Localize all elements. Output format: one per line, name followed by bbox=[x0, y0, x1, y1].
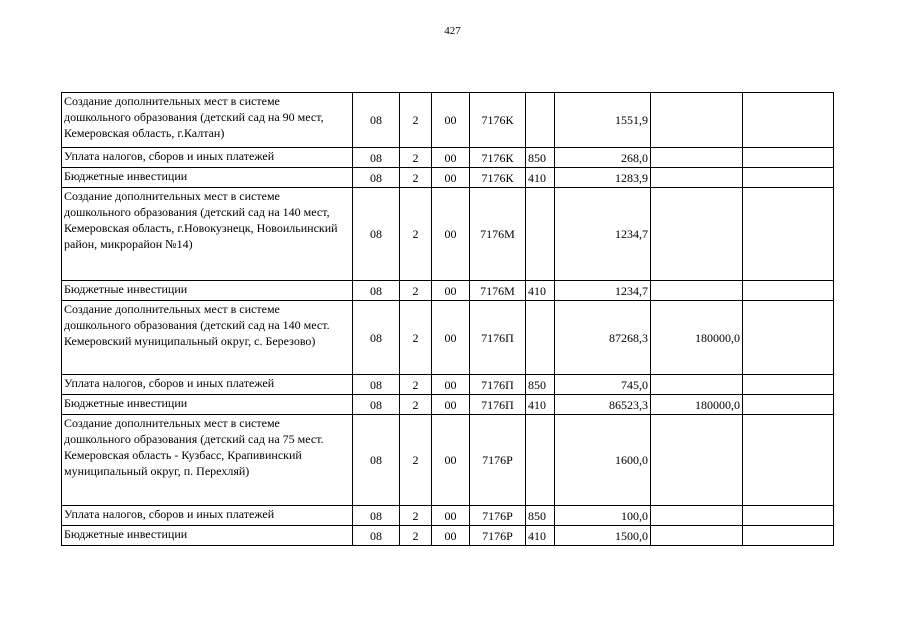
row-name: Уплата налогов, сборов и иных платежей bbox=[62, 506, 353, 526]
row-sum3 bbox=[743, 301, 834, 375]
table-row bbox=[62, 506, 834, 526]
budget-table bbox=[61, 92, 834, 546]
row-sum1: 1600,0 bbox=[555, 415, 651, 506]
row-cs2: 7176Р bbox=[470, 526, 526, 546]
row-sum3 bbox=[743, 375, 834, 395]
row-cs1: 00 bbox=[432, 506, 470, 526]
row-cs1: 00 bbox=[432, 395, 470, 415]
row-name: Бюджетные инвестиции bbox=[62, 168, 353, 188]
row-prz: 2 bbox=[400, 93, 432, 148]
row-prz: 2 bbox=[400, 526, 432, 546]
table-row bbox=[62, 188, 834, 281]
row-prz: 2 bbox=[400, 395, 432, 415]
row-rz: 08 bbox=[353, 375, 400, 395]
table-row bbox=[62, 375, 834, 395]
table-row bbox=[62, 93, 834, 148]
row-sum2 bbox=[651, 93, 743, 148]
row-sum1: 1234,7 bbox=[555, 188, 651, 281]
row-cs1: 00 bbox=[432, 188, 470, 281]
row-vr: 410 bbox=[526, 526, 555, 546]
row-sum2 bbox=[651, 188, 743, 281]
row-cs1: 00 bbox=[432, 415, 470, 506]
table-body bbox=[62, 93, 834, 546]
row-name: Бюджетные инвестиции bbox=[62, 526, 353, 546]
row-vr: 410 bbox=[526, 281, 555, 301]
table-row bbox=[62, 395, 834, 415]
row-name: Уплата налогов, сборов и иных платежей bbox=[62, 148, 353, 168]
row-name: Создание дополнительных мест в системе дошкольного образования (детский сад на 140 мест. Кемеровский муниципальный округ, с. Березово) bbox=[62, 301, 353, 375]
row-sum2 bbox=[651, 281, 743, 301]
row-rz: 08 bbox=[353, 281, 400, 301]
row-cs1: 00 bbox=[432, 301, 470, 375]
row-cs2: 7176М bbox=[470, 188, 526, 281]
row-name: Бюджетные инвестиции bbox=[62, 395, 353, 415]
row-sum3 bbox=[743, 506, 834, 526]
row-name: Создание дополнительных мест в системе дошкольного образования (детский сад на 90 мест, Кемеровская область, г.Калтан) bbox=[62, 93, 353, 148]
row-vr bbox=[526, 188, 555, 281]
table-row bbox=[62, 168, 834, 188]
table-row bbox=[62, 281, 834, 301]
row-name: Уплата налогов, сборов и иных платежей bbox=[62, 375, 353, 395]
row-cs2: 7176К bbox=[470, 148, 526, 168]
row-vr bbox=[526, 93, 555, 148]
row-rz: 08 bbox=[353, 301, 400, 375]
row-rz: 08 bbox=[353, 506, 400, 526]
row-vr: 410 bbox=[526, 395, 555, 415]
row-rz: 08 bbox=[353, 526, 400, 546]
row-prz: 2 bbox=[400, 415, 432, 506]
row-prz: 2 bbox=[400, 281, 432, 301]
row-prz: 2 bbox=[400, 375, 432, 395]
row-cs1: 00 bbox=[432, 168, 470, 188]
page-number: 427 bbox=[444, 25, 461, 37]
row-cs1: 00 bbox=[432, 375, 470, 395]
row-sum3 bbox=[743, 395, 834, 415]
row-sum1: 87268,3 bbox=[555, 301, 651, 375]
row-rz: 08 bbox=[353, 415, 400, 506]
row-sum1: 745,0 bbox=[555, 375, 651, 395]
row-cs2: 7176М bbox=[470, 281, 526, 301]
row-sum1: 1234,7 bbox=[555, 281, 651, 301]
row-cs1: 00 bbox=[432, 93, 470, 148]
row-sum1: 86523,3 bbox=[555, 395, 651, 415]
row-sum3 bbox=[743, 415, 834, 506]
row-prz: 2 bbox=[400, 506, 432, 526]
row-cs2: 7176П bbox=[470, 395, 526, 415]
row-sum3 bbox=[743, 148, 834, 168]
row-sum2 bbox=[651, 148, 743, 168]
table-row bbox=[62, 301, 834, 375]
row-sum2 bbox=[651, 168, 743, 188]
row-sum3 bbox=[743, 168, 834, 188]
row-vr: 850 bbox=[526, 375, 555, 395]
row-sum2: 180000,0 bbox=[651, 395, 743, 415]
row-prz: 2 bbox=[400, 148, 432, 168]
row-vr bbox=[526, 301, 555, 375]
row-vr: 410 bbox=[526, 168, 555, 188]
row-cs2: 7176Р bbox=[470, 506, 526, 526]
row-sum2 bbox=[651, 415, 743, 506]
table-row bbox=[62, 148, 834, 168]
row-cs2: 7176К bbox=[470, 93, 526, 148]
row-rz: 08 bbox=[353, 168, 400, 188]
row-cs1: 00 bbox=[432, 281, 470, 301]
row-name: Создание дополнительных мест в системе дошкольного образования (детский сад на 140 мест, Кемеровская область, г.Новокузнецк, Новоильинский район, микрорайон №14) bbox=[62, 188, 353, 281]
row-sum2 bbox=[651, 526, 743, 546]
row-sum3 bbox=[743, 526, 834, 546]
row-sum1: 1500,0 bbox=[555, 526, 651, 546]
row-rz: 08 bbox=[353, 188, 400, 281]
row-sum2: 180000,0 bbox=[651, 301, 743, 375]
row-sum1: 1551,9 bbox=[555, 93, 651, 148]
table-row bbox=[62, 415, 834, 506]
row-sum3 bbox=[743, 281, 834, 301]
row-cs1: 00 bbox=[432, 526, 470, 546]
row-prz: 2 bbox=[400, 188, 432, 281]
row-cs1: 00 bbox=[432, 148, 470, 168]
row-cs2: 7176Р bbox=[470, 415, 526, 506]
row-name: Бюджетные инвестиции bbox=[62, 281, 353, 301]
row-rz: 08 bbox=[353, 395, 400, 415]
row-sum1: 100,0 bbox=[555, 506, 651, 526]
row-sum3 bbox=[743, 188, 834, 281]
row-name: Создание дополнительных мест в системе дошкольного образования (детский сад на 75 мест. Кемеровская область - Кузбасс, Крапивинский муниципальный округ, п. Перехляй) bbox=[62, 415, 353, 506]
row-vr: 850 bbox=[526, 148, 555, 168]
table-row bbox=[62, 526, 834, 546]
row-vr bbox=[526, 415, 555, 506]
row-sum3 bbox=[743, 93, 834, 148]
row-cs2: 7176К bbox=[470, 168, 526, 188]
row-cs2: 7176П bbox=[470, 301, 526, 375]
row-rz: 08 bbox=[353, 93, 400, 148]
row-cs2: 7176П bbox=[470, 375, 526, 395]
row-rz: 08 bbox=[353, 148, 400, 168]
row-sum1: 268,0 bbox=[555, 148, 651, 168]
row-vr: 850 bbox=[526, 506, 555, 526]
row-prz: 2 bbox=[400, 301, 432, 375]
row-sum1: 1283,9 bbox=[555, 168, 651, 188]
row-sum2 bbox=[651, 375, 743, 395]
row-sum2 bbox=[651, 506, 743, 526]
row-prz: 2 bbox=[400, 168, 432, 188]
